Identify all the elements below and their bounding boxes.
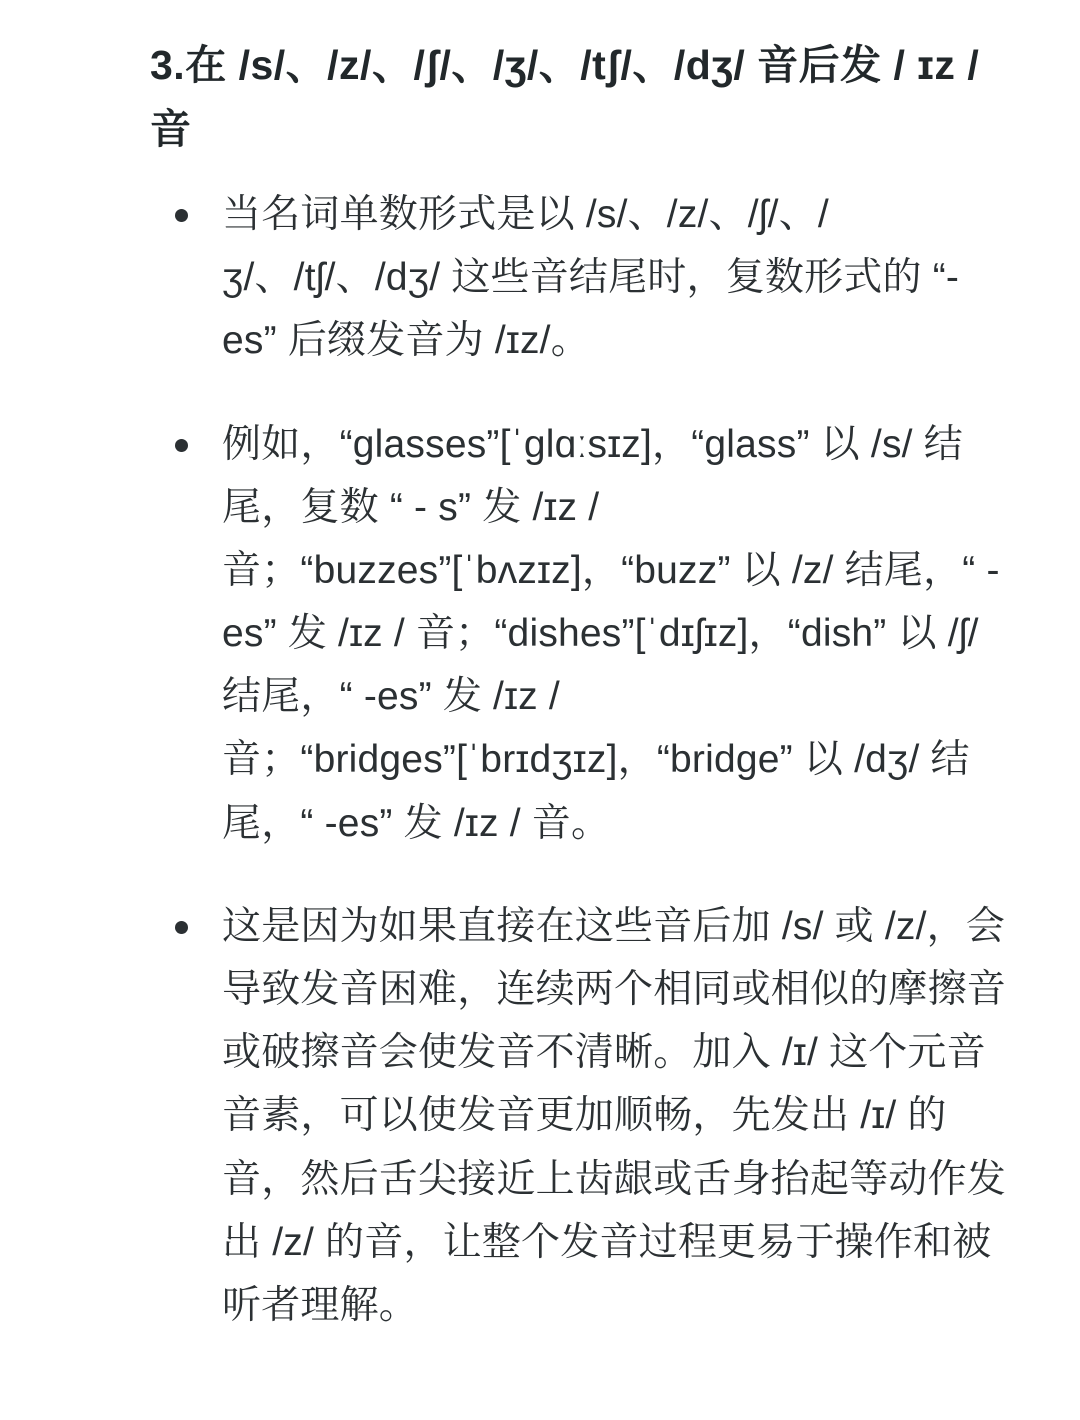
list-item: 当名词单数形式是以 /s/、/z/、/ʃ/、/ʒ/、/tʃ/、/dʒ/ 这些音结尾时，复数形式的 “- es” 后缀发音为 /ɪz/。 bbox=[150, 183, 1008, 373]
bullet-list bbox=[150, 183, 1008, 1337]
page-title: 3.在 /s/、/z/、/ʃ/、/ʒ/、/tʃ/、/dʒ/ 音后发 / ɪz / 音 bbox=[150, 42, 980, 152]
list-item: 例如，“glasses”[ˈglɑːsɪz]，“glass” 以 /s/ 结尾，复数 “ - s” 发 /ɪz / 音；“buzzes”[ˈbʌzɪz]，“buzz” 以 /z/ 结尾，“ -es” 发 /ɪz / 音；“dishes”[ˈdɪʃɪz]，“dish” 以 /ʃ/ 结尾，“ -es” 发 /ɪz / 音；“bridges”[ˈbrɪdʒɪz]，“bridge” 以 /dʒ/ 结尾，“ -es” 发 /ɪz / 音。 bbox=[150, 413, 1008, 855]
list-item: 这是因为如果直接在这些音后加 /s/ 或 /z/，会导致发音困难，连续两个相同或相似的摩擦音或破擦音会使发音不清晰。加入 /ɪ/ 这个元音音素，可以使发音更加顺畅，先发出 /ɪ/ 的音，然后舌尖接近上齿龈或舌身抬起等动作发出 /z/ 的音，让整个发音过程更易于操作和被听者理解。 bbox=[150, 895, 1008, 1337]
